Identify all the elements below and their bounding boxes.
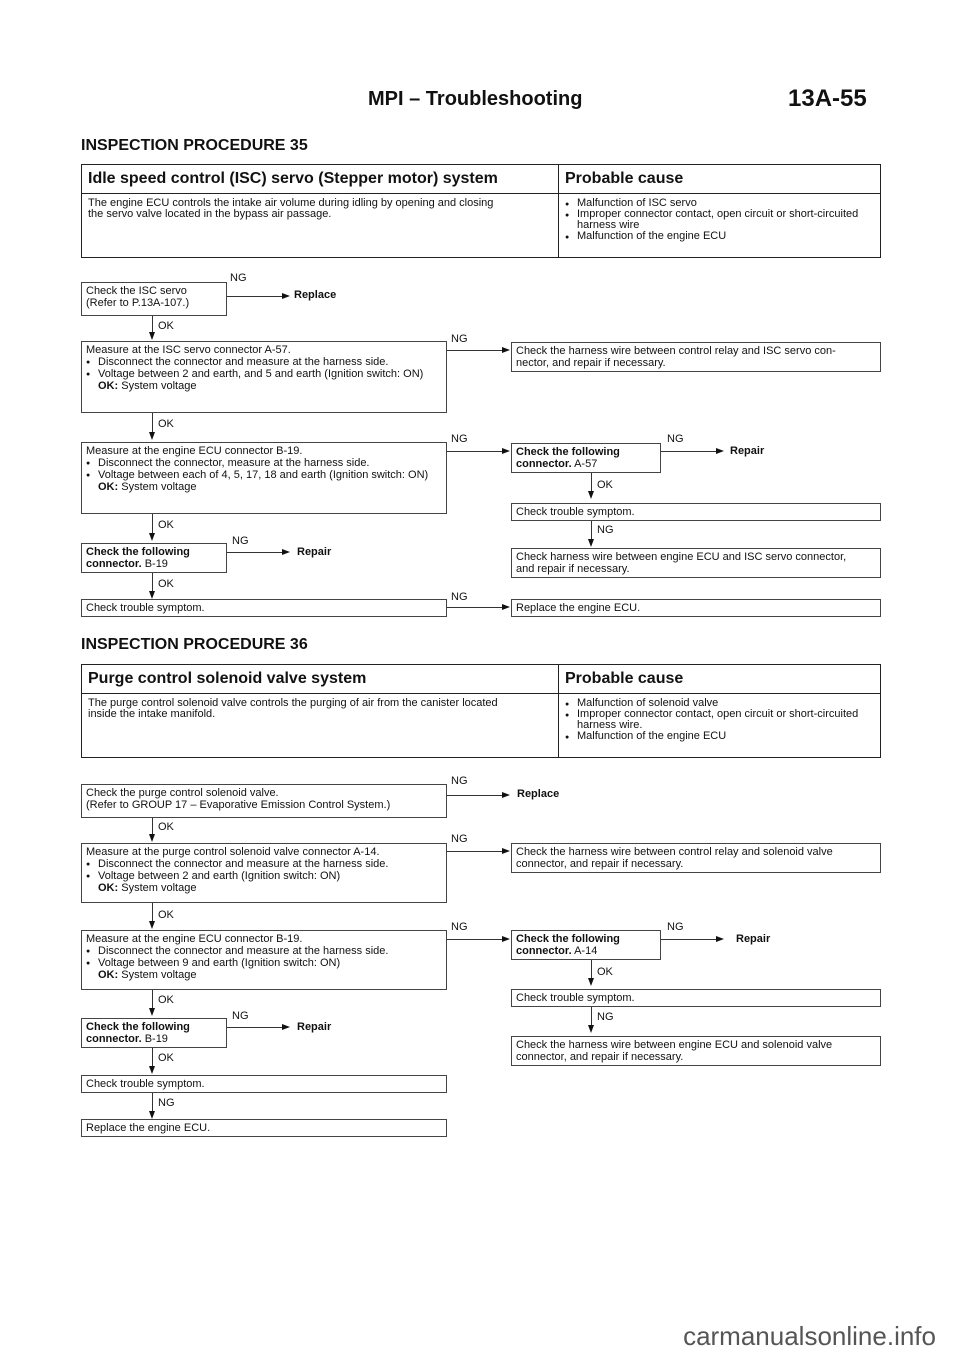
p35-step3-bullet2: ● Voltage between each of 4, 5, 17, 18 and earth (Ignition switch: ON) (86, 469, 442, 481)
ok-label: OK (158, 418, 174, 430)
arrow-down-icon (588, 539, 594, 547)
p35-step3-line1: Measure at the engine ECU connector B-19. (86, 445, 303, 457)
connector-line (447, 851, 502, 852)
p35-step3-ng-ok-box (511, 503, 881, 521)
proc36-desc-2: inside the intake manifold. (88, 708, 216, 720)
p35-step5-ng-text: Replace the engine ECU. (516, 602, 641, 614)
ok-label: OK (158, 821, 174, 833)
p35-step3-ok-value: System voltage (121, 481, 197, 493)
p35-step2-line1: Measure at the ISC servo connector A-57. (86, 344, 291, 356)
proc36-heading: INSPECTION PROCEDURE 36 (81, 636, 308, 653)
proc36-system: Purge control solenoid valve system (82, 665, 559, 693)
connector-line (661, 939, 716, 940)
proc35-table (81, 164, 881, 258)
p35-step3-ng-ok-text: Check trouble symptom. (516, 506, 635, 518)
proc35-system: Idle speed control (ISC) servo (Stepper motor) system (82, 165, 559, 193)
p35-step3-ng-box-line1: Check the following (516, 446, 620, 458)
p36-step3-ok-label: OK: (98, 969, 119, 981)
ok-label: OK (597, 479, 613, 491)
p36-step3-ng-box (511, 930, 661, 960)
p35-step3-ok-label: OK: (98, 481, 119, 493)
p36-step4-ng-result: Repair (297, 1021, 332, 1033)
p35-step2-ok-label: OK: (98, 380, 119, 392)
proc35-probable-cause-label: Probable cause (565, 170, 684, 187)
arrow-down-icon (588, 491, 594, 499)
p36-step4-code: B-19 (144, 1033, 168, 1045)
p35-step3-ng-box-connector: connector. (516, 458, 572, 470)
proc35-cause-1: ● Malfunction of ISC servo (565, 198, 874, 209)
connector-line (227, 1027, 282, 1028)
p35-step2-bullet1: ● Disconnect the connector and measure at the harness side. (86, 356, 442, 368)
ok-label: OK (158, 994, 174, 1006)
p36-step5-box (81, 1075, 447, 1093)
p36-step3-bullet1: ● Disconnect the connector and measure at the harness side. (86, 945, 442, 957)
proc35-desc-2: the servo valve located in the bypass air passage. (88, 208, 332, 220)
ng-label: NG (232, 535, 249, 547)
p36-step6-box (81, 1119, 447, 1137)
ng-label: NG (667, 921, 684, 933)
p36-step3-ng-ok-box (511, 989, 881, 1007)
connector-line (447, 795, 502, 796)
ng-label: NG (451, 775, 468, 787)
p36-step3-ng-box-code: A-14 (574, 945, 598, 957)
p35-step2-ng-line2: nector, and repair if necessary. (516, 357, 666, 369)
ng-label: NG (158, 1097, 175, 1109)
p35-step1-ng-result: Replace (294, 289, 337, 301)
p35-step3-ng-repair: Repair (730, 445, 765, 457)
ng-label: NG (451, 433, 468, 445)
arrow-down-icon (588, 978, 594, 986)
p36-step4-box (81, 1018, 227, 1048)
ng-label: NG (451, 921, 468, 933)
p35-step3-ng-box (511, 443, 661, 473)
connector-line (227, 552, 282, 553)
proc36-cause-1: ● Malfunction of solenoid valve (565, 698, 874, 709)
arrow-down-icon (149, 332, 155, 340)
p36-step3-ng-ng-box (511, 1036, 881, 1066)
p36-step3-ng-ng-line1: Check the harness wire between engine ECU and solenoid valve (516, 1039, 833, 1051)
ok-label: OK (158, 320, 174, 332)
p36-step2-line1: Measure at the purge control solenoid valve connector A-14. (86, 846, 380, 858)
p36-step4-connector: connector. (86, 1033, 142, 1045)
p36-step2-ng-line2: connector, and repair if necessary. (516, 858, 684, 870)
ng-label: NG (451, 591, 468, 603)
connector-line (447, 451, 502, 452)
ng-label: NG (667, 433, 684, 445)
p35-step3-ng-ng-line1: Check harness wire between engine ECU and ISC servo connector, (516, 551, 847, 563)
p36-step2-ok-label: OK: (98, 882, 119, 894)
ok-label: OK (158, 909, 174, 921)
p35-step3-ng-ng-line2: and repair if necessary. (516, 563, 630, 575)
ng-label: NG (232, 1010, 249, 1022)
arrow-down-icon (149, 432, 155, 440)
header-title: MPI – Troubleshooting (368, 88, 583, 110)
p36-step2-bullet1: ● Disconnect the connector and measure at the harness side. (86, 858, 442, 870)
p35-step3-box (81, 442, 447, 514)
ng-label: NG (230, 272, 247, 284)
proc36-cause-2: ● Improper connector contact, open circuit or short-circuited harness wire. (565, 709, 874, 731)
proc36-cause-3: ● Malfunction of the engine ECU (565, 731, 874, 742)
arrow-right-icon (282, 549, 290, 555)
connector-line (447, 607, 502, 608)
ng-label: NG (451, 833, 468, 845)
p36-step2-bullet2: ● Voltage between 2 and earth (Ignition switch: ON) (86, 870, 442, 882)
p36-step3-line1: Measure at the engine ECU connector B-19. (86, 933, 303, 945)
arrow-down-icon (588, 1025, 594, 1033)
arrow-down-icon (149, 921, 155, 929)
p36-step2-box (81, 843, 447, 903)
arrow-down-icon (149, 1008, 155, 1016)
p36-step3-box (81, 930, 447, 990)
p36-step4-line1: Check the following (86, 1021, 190, 1033)
p35-step2-ok-value: System voltage (121, 380, 197, 392)
ok-label: OK (158, 519, 174, 531)
proc35-cause-3: ● Malfunction of the engine ECU (565, 231, 874, 242)
p35-step4-code: B-19 (144, 558, 168, 570)
p35-step2-ng-line1: Check the harness wire between control relay and ISC servo con- (516, 345, 836, 357)
arrow-down-icon (149, 591, 155, 599)
ok-label: OK (158, 1052, 174, 1064)
p36-step6-text: Replace the engine ECU. (86, 1122, 211, 1134)
arrow-down-icon (149, 533, 155, 541)
arrow-down-icon (149, 834, 155, 842)
p35-step3-bullet1: ● Disconnect the connector, measure at the harness side. (86, 457, 442, 469)
proc36-table (81, 664, 881, 758)
connector-line (447, 350, 502, 351)
p36-step1-box (81, 784, 447, 818)
p35-step2-bullet2: ● Voltage between 2 and earth, and 5 and earth (Ignition switch: ON) (86, 368, 442, 380)
arrow-right-icon (282, 1024, 290, 1030)
p36-step3-ng-box-connector: connector. (516, 945, 572, 957)
arrow-down-icon (149, 1066, 155, 1074)
connector-line (227, 296, 282, 297)
ok-label: OK (597, 966, 613, 978)
arrow-right-icon (502, 936, 510, 942)
p35-step5-ng-box (511, 599, 881, 617)
p36-step1-line1: Check the purge control solenoid valve. (86, 787, 279, 799)
p35-step4-connector: connector. (86, 558, 142, 570)
p36-step3-ng-repair: Repair (736, 933, 771, 945)
arrow-right-icon (282, 293, 290, 299)
p36-step3-bullet2: ● Voltage between 9 and earth (Ignition switch: ON) (86, 957, 442, 969)
arrow-right-icon (716, 936, 724, 942)
p35-step4-ng-result: Repair (297, 546, 332, 558)
watermark: carmanualsonline.info (683, 1321, 936, 1351)
p35-step5-box (81, 599, 447, 617)
p35-step1-line1: Check the ISC servo (86, 285, 187, 297)
ok-label: OK (158, 578, 174, 590)
p35-step3-ng-box-code: A-57 (574, 458, 598, 470)
arrow-right-icon (502, 848, 510, 854)
p36-step3-ng-ng-line2: connector, and repair if necessary. (516, 1051, 684, 1063)
p36-step3-ok-value: System voltage (121, 969, 197, 981)
p36-step3-ng-ok-text: Check trouble symptom. (516, 992, 635, 1004)
p36-step2-ng-line1: Check the harness wire between control relay and solenoid valve (516, 846, 833, 858)
proc36-probable-cause-label: Probable cause (565, 670, 684, 687)
p35-step1-line2: (Refer to P.13A-107.) (86, 297, 190, 309)
proc35-desc-1: The engine ECU controls the intake air volume during idling by opening and closing (88, 197, 494, 209)
ng-label: NG (451, 333, 468, 345)
p35-step4-line1: Check the following (86, 546, 190, 558)
connector-line (447, 939, 502, 940)
p36-step1-line2: (Refer to GROUP 17 – Evaporative Emission Control System.) (86, 799, 391, 811)
arrow-right-icon (502, 448, 510, 454)
proc36-desc-1: The purge control solenoid valve controls the purging of air from the canister located (88, 697, 498, 709)
proc35-heading: INSPECTION PROCEDURE 35 (81, 137, 308, 154)
arrow-right-icon (502, 604, 510, 610)
p36-step5-text: Check trouble symptom. (86, 1078, 205, 1090)
arrow-right-icon (502, 792, 510, 798)
p36-step2-ng-box (511, 843, 881, 873)
p35-step4-box (81, 543, 227, 573)
page-number: 13A-55 (788, 85, 867, 112)
p35-step1-box (81, 282, 227, 316)
p35-step2-box (81, 341, 447, 413)
p36-step3-ng-box-line1: Check the following (516, 933, 620, 945)
p35-step5-text: Check trouble symptom. (86, 602, 205, 614)
p36-step1-ng-result: Replace (517, 788, 560, 800)
ng-label: NG (597, 1011, 614, 1023)
connector-line (661, 451, 716, 452)
ng-label: NG (597, 524, 614, 536)
p35-step3-ng-ng-box (511, 548, 881, 578)
arrow-right-icon (716, 448, 724, 454)
p36-step2-ok-value: System voltage (121, 882, 197, 894)
arrow-right-icon (502, 347, 510, 353)
p35-step2-ng-box (511, 342, 881, 372)
proc35-cause-2: ● Improper connector contact, open circuit or short-circuited harness wire (565, 209, 874, 231)
arrow-down-icon (149, 1111, 155, 1119)
